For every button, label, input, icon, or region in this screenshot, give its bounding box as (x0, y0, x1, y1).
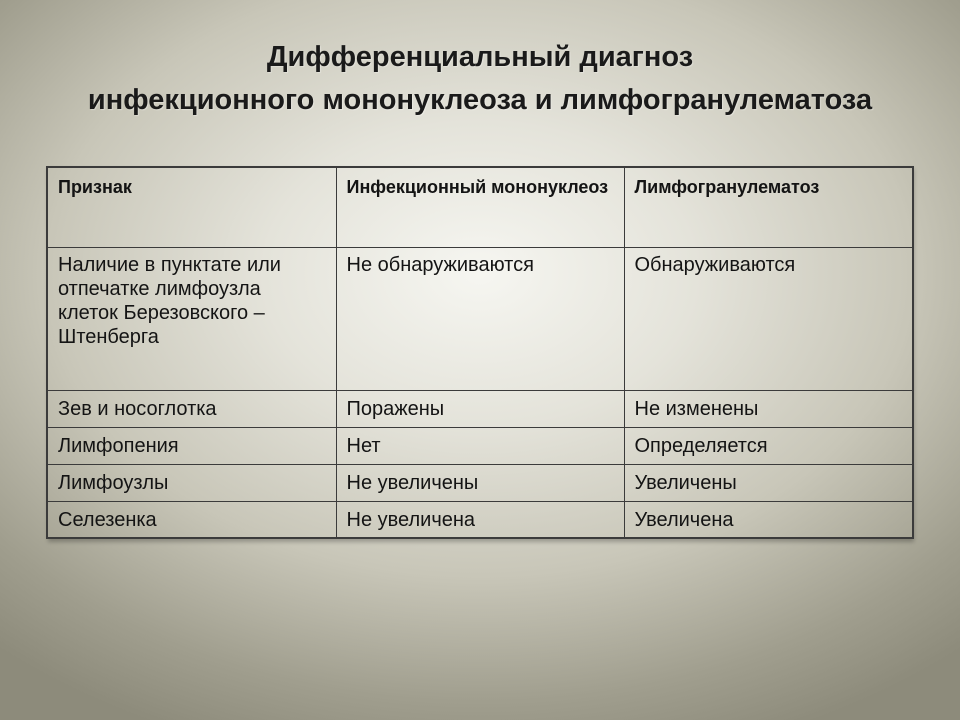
table-row (47, 464, 913, 501)
table-cell-mononucleosis: Не увеличена (336, 501, 624, 538)
table-cell-mononucleosis: Нет (336, 427, 624, 464)
table-header-row (47, 167, 913, 247)
table-cell-mononucleosis: Поражены (336, 390, 624, 427)
slide-title-line-1: Дифференциальный диагноз (266, 41, 694, 73)
table-cell-lymphogranulomatosis: Определяется (624, 427, 913, 464)
table-row (47, 501, 913, 538)
table-row (47, 427, 913, 464)
table-cell-lymphogranulomatosis: Обнаруживаются (624, 247, 913, 390)
table-row (47, 390, 913, 427)
table-cell-sign: Зев и носоглотка (47, 390, 336, 427)
column-header-lymphogranulomatosis: Лимфогранулематоз (624, 167, 913, 247)
table-cell-sign: Лимфоузлы (47, 464, 336, 501)
slide-title-line-2: инфекционного мононуклеоза и лимфогранулематоза (87, 84, 873, 116)
table-row (47, 247, 913, 390)
slide-title (0, 36, 960, 122)
diagnosis-table-container (46, 166, 912, 539)
table-cell-sign: Лимфопения (47, 427, 336, 464)
column-header-sign: Признак (47, 167, 336, 247)
table-cell-sign: Селезенка (47, 501, 336, 538)
table-cell-mononucleosis: Не увеличены (336, 464, 624, 501)
table-cell-mononucleosis: Не обнаруживаются (336, 247, 624, 390)
table-cell-lymphogranulomatosis: Увеличена (624, 501, 913, 538)
diagnosis-table (46, 166, 914, 539)
table-cell-lymphogranulomatosis: Не изменены (624, 390, 913, 427)
column-header-mononucleosis: Инфекционный мононуклеоз (336, 167, 624, 247)
table-cell-sign: Наличие в пунктате или отпечатке лимфоузла клеток Березовского – Штенберга (47, 247, 336, 390)
table-cell-lymphogranulomatosis: Увеличены (624, 464, 913, 501)
